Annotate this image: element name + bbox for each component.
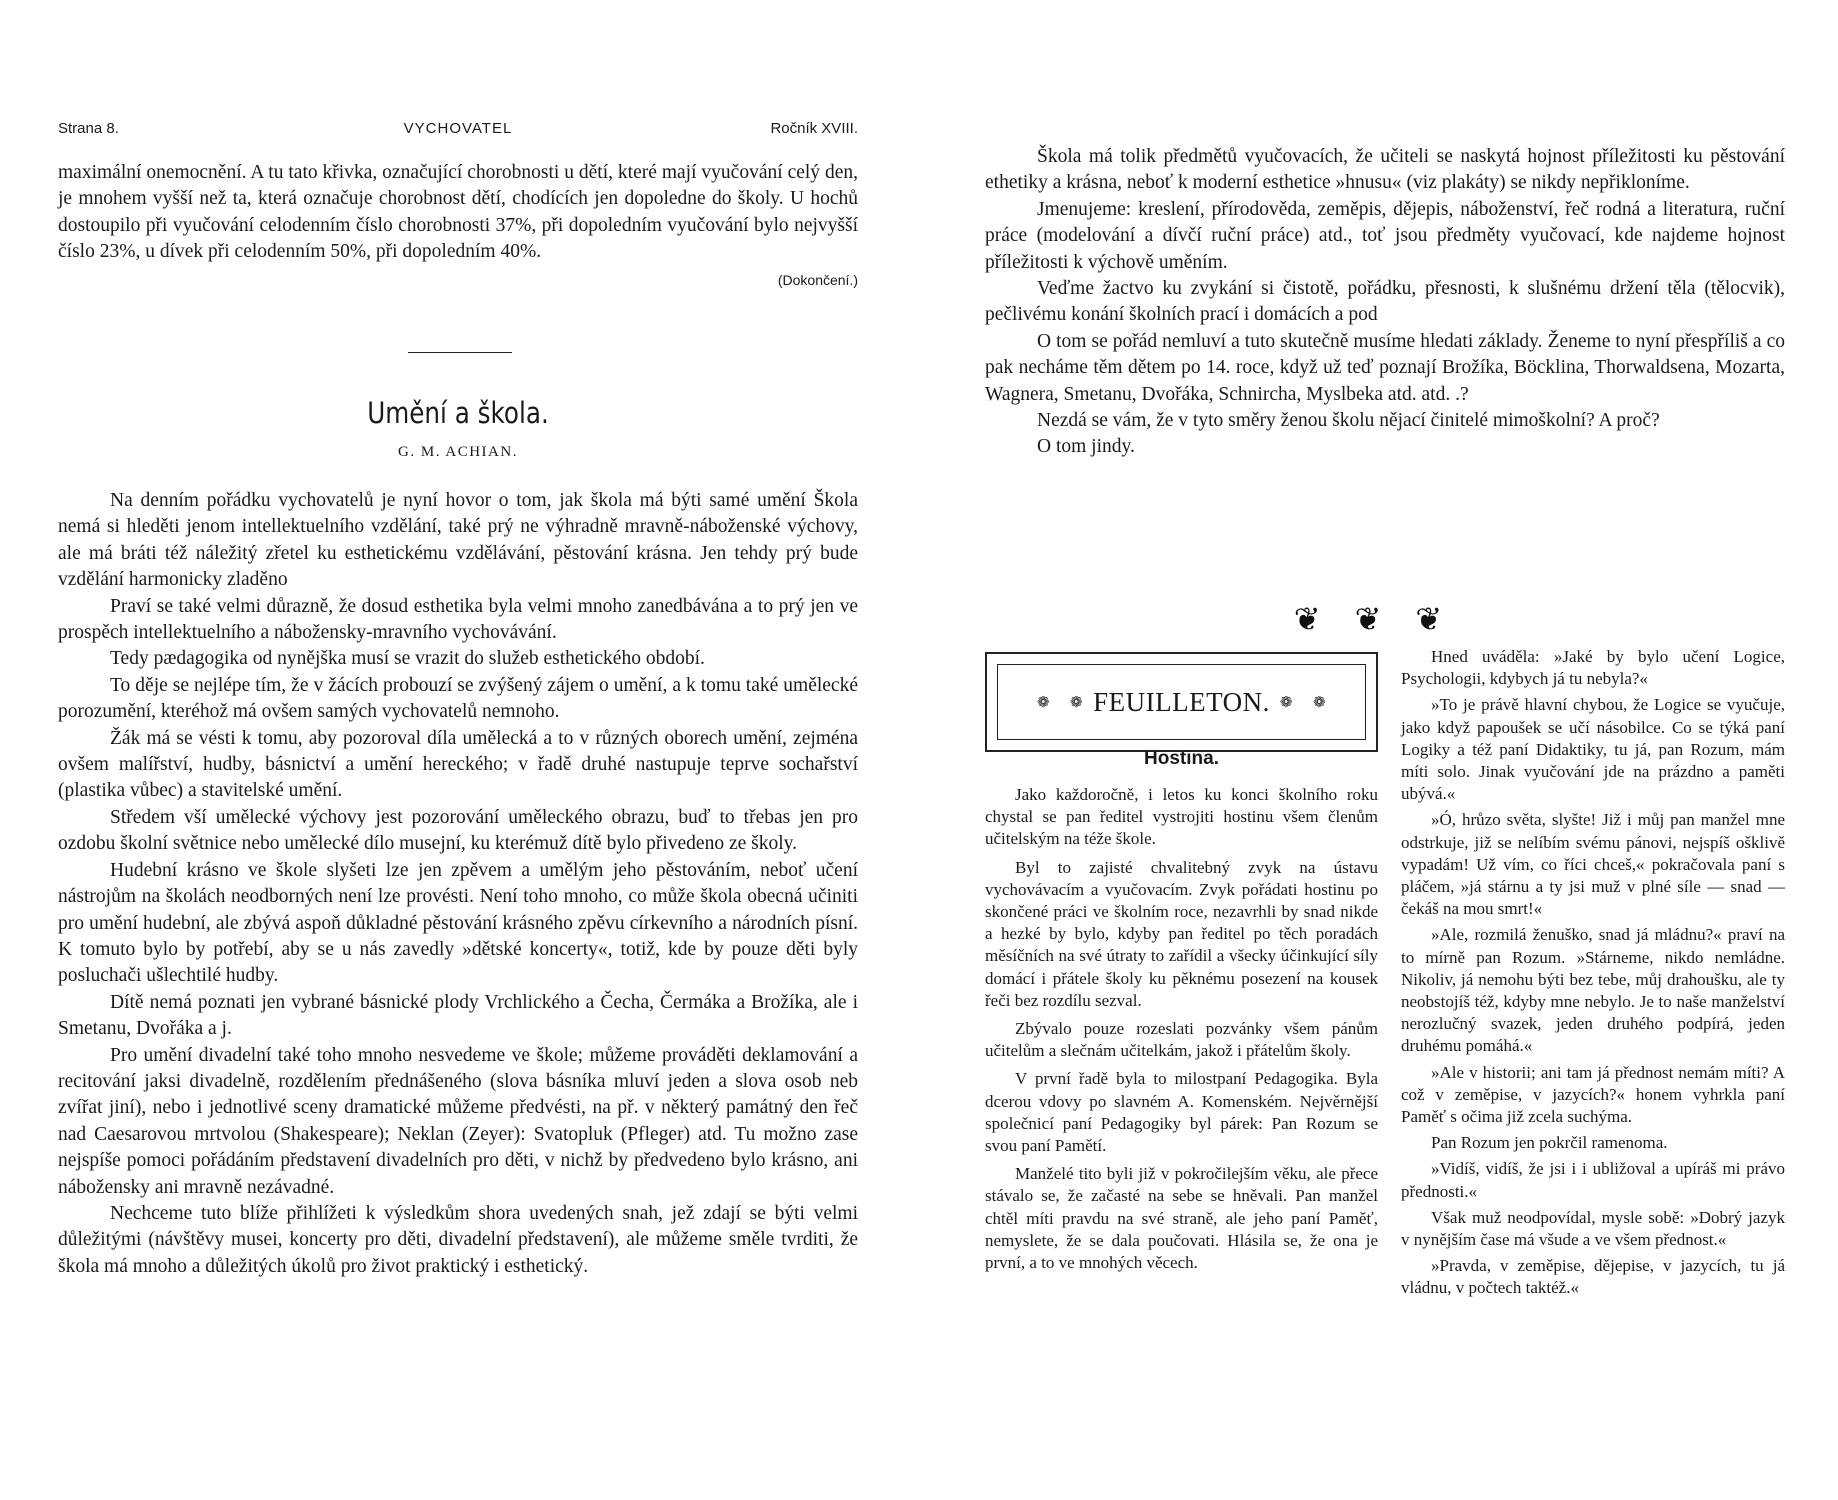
continuation-paragraph: maximální onemocnění. A tu tato křivka, označující chorobnosti u dětí, které mají vyučování celý den, je mnohem vyšší než ta, která označuje chorobnost dětí, chodících jen dopoledne do školy. U hochů dostoupilo při vyučování celodenním číslo chorobnosti 37%, při dopoledním vyučování bylo nejvyšší číslo 23%, u dívek při celodenním 50%, při dopoledním 40%.: [58, 162, 858, 263]
article-paragraph: Škola má tolik předmětů vyučovacích, že učiteli se naskytá hojnost příležitosti ku pěstování ethetiky a krásna, neboť k moderní esthetice »hnusu« (viz plakáty) se nikdy nepřikloníme.: [985, 146, 1785, 194]
article-paragraph: To děje se nejlépe tím, že v žácích probouzí se zvýšený zájem o umění, a k tomu také umělecké porozumění, kteréhož má ovšem samých vychovatelů nemnoho.: [58, 674, 858, 723]
article-paragraph: Hudební krásno ve škole slyšeti lze jen zpěvem a umělým jeho pěstováním, neboť učení nástrojům na školách neodborných není lze provésti. Není toho mnoho, co může škola obecná učiniti pro umění hudební, ale zbývá aspoň důkladné pěstování krásného zpěvu církevního a národních písní. K tomuto bylo by potřebí, aby se u nás zavedly »dětské koncerty«, totiž, kde by pouze děti byly posluchači ušlechtilé hudby.: [58, 859, 858, 987]
story-title: Hostina.: [1144, 748, 1219, 769]
feuilleton-header-box: [985, 652, 1378, 752]
feuilleton-column-right: [1401, 646, 1785, 1304]
article-paragraph: Nezdá se vám, že v tyto směry ženou školu nějací činitelé mimoškolní? A proč?: [1037, 410, 1660, 432]
story-paragraph: Zbývalo pouze rozeslati pozvánky všem pánům učitelům a slečnám učitelkám, jakož i přátelům školy.: [985, 1019, 1378, 1061]
end-note: (Dokončení.): [777, 271, 858, 288]
article-paragraph: Veďme žactvo ku zvykání si čistotě, pořádku, přesnosti, k slušnému držení těla (tělocvik), pečlivému konání školních prací i domácích a pod: [985, 278, 1785, 326]
ornament-icon: ❁: [1312, 694, 1327, 711]
section-divider: [408, 352, 512, 353]
story-paragraph: V první řadě byla to milostpaní Pedagogika. Byla dcerou vdovy po slavném A. Komenském. Nejvěrnější společnicí paní Pedagogiky byl párek: Pan Rozum se svou paní Pamětí.: [985, 1069, 1378, 1156]
article-paragraph-continued: Nechceme tuto blíže přihlížeti k výsledkům shora uvedených snah, jež zdají se býti velmi důležitými (návštěvy musei, koncerty pro děti, divadelní představení), ale můžeme směle tvrditi, že škola má mnoho a důležitých úkolů pro život praktický i esthetický.: [58, 1202, 858, 1277]
story-paragraph: »Ale, rozmilá ženuško, snad já mládnu?« praví na to mírně pan Rozum. »Stárneme, nikdo nemládne. Nikoliv, já nemohu býti bez tebe, můj drahoušku, ale ty neobstojíš též, kdyby mne nebylo. Je to naše manželství nerozlučný svazek, jeden druhého podpírá, jeden druhému pomáhá.«: [1401, 925, 1785, 1056]
story-paragraph: Však muž neodpovídal, mysle sobě: »Dobrý jazyk v nynějším čase má všude a ve všem přednost.«: [1401, 1207, 1785, 1250]
article-paragraph: Tedy pædagogika od nynějška musí se vrazit do služeb esthetického období.: [110, 648, 705, 670]
leaf-ornament-icon: ❦❦❦: [1293, 601, 1477, 637]
feuilleton-label: FEUILLETON.: [1093, 686, 1270, 717]
article-paragraph: Žák má se vésti k tomu, aby pozoroval díla umělecká a to v různých oborech umění, zejména ovšem malířství, hudby, básnictví a umění hereckého; v řadě druhé nastupuje teprve sochařství (plastika vůbec) a stavitelské umění.: [58, 727, 858, 802]
running-head: [58, 120, 858, 144]
story-paragraph: Byl to zajisté chvalitebný zvyk na ústavu vychovávacím a vyučovacím. Zvyk pořádati hostinu po skončené práci ve školním roce, nezavrhli by snad nikde a hezké by bylo, kdyby pan ředitel po těch poradách měsíčních na své útraty to zařídil a všecky účinkující síly domácí i přátele školy ku pěknému posezení na kousek řeči bez rozdílu sezval.: [985, 857, 1378, 1010]
article-paragraph: Pro umění divadelní také toho mnoho nesvedeme ve škole; můžeme prováděti deklamování a recitování jaksi divadelně, rozdělením přednášeného (slova básníka mluví jeden a slova osob neb zvířat jiní), nebo i jednotlivé sceny dramatické můžeme předvésti, na př. v některý památný den řeč nad Caesarovou mrtvolou (Shakespeare); Neklan (Zeyer): Svatopluk (Pfleger) atd. Tu možno zase nejspíše pomoci pořádáním představení divadelních pro děti, v nichž by předvedeno bylo krásno, ani nábožensky ani mravně nezávadné.: [58, 1044, 858, 1198]
article-paragraph: Středem vší umělecké výchovy jest pozorování uměleckého obrazu, buď to třebas jen pro ozdobu školní světnice nebo umělecké dílo musejní, ku kterémuž dítě bylo přivedeno ze školy.: [58, 806, 858, 855]
ornament-icon: ❁: [1036, 694, 1051, 711]
continuation-block: [58, 160, 858, 288]
story-paragraph: »Pravda, v zeměpise, dějepise, v jazycích, tu já vládnu, v počtech taktéž.«: [1401, 1256, 1785, 1298]
story-paragraph: Hned uváděla: »Jaké by bylo učení Logice, Psychologii, kdybych já tu nebyla?«: [1401, 647, 1785, 689]
journal-title: VYCHOVATEL: [403, 120, 513, 137]
volume-label: Ročník XVIII.: [770, 120, 858, 137]
article-body: [58, 488, 858, 1280]
article-author: G. M. ACHIAN.: [398, 444, 518, 460]
article-paragraph: Na denním pořádku vychovatelů je nyní hovor o tom, jak škola má býti samé umění Škola nemá si hleděti jenom intellektuelního vzdělání, také prý ne výhradně mravně-náboženské výchovy, ale má bráti též náležitý zřetel ku esthetickému vzdělávání, pěstování krásna. Jen tehdy prý bude vzdělání harmonicky zladěno: [58, 490, 858, 591]
story-paragraph: »Ale v historii; ani tam já přednost nemám míti? A což v zeměpise, v jazycích?« honem vyhrkla paní Paměť s očima již zcela suchýma.: [1401, 1062, 1785, 1127]
story-paragraph: »Ó, hrůzo světa, slyšte! Již i můj pan manžel mne odstrkuje, již se nelíbím svému pánovi, nejspíš ošklivě vypadám! Už vím, co říci chceš,« pokračovala paní s pláčem, »já stárnu a ty jsi muž v plné síle — snad — čekáš na mou smrt!«: [1401, 810, 1785, 919]
article-paragraph: Dítě nemá poznati jen vybrané básnické plody Vrchlického a Čecha, Čermáka a Brožíka, ale i Smetanu, Dvořáka a j.: [58, 991, 858, 1040]
article-continuation: [985, 144, 1785, 461]
story-paragraph: Pan Rozum jen pokrčil ramenoma.: [1431, 1133, 1668, 1153]
story-paragraph: »Vidíš, vidíš, že jsi i i ubližoval a upíráš mi právo přednosti.«: [1401, 1159, 1785, 1201]
story-paragraph: Manželé tito byli již v pokročilejším věku, ale přece stávalo se, že začasté na sebe se hněvali. Pan manžel chtěl míti pravdu na své straně, ale jeho paní Paměť, nemyslete, že se dala poučovati. Hlásila se, že ona je první, a to ve mnohých věcech.: [985, 1164, 1378, 1273]
story-paragraph: »To je právě hlavní chybou, že Logice se vyučuje, jako když papoušek se učí násobilce. Co se týká paní Logiky a též paní Didaktiky, tu já, pan Rozum, mám míti solo. Jinak vyučování jde na prázdno a paměti ubývá.«: [1401, 695, 1785, 804]
ornament-icon: ❁: [1279, 694, 1293, 711]
feuilleton-header-inner: [997, 664, 1366, 740]
article-title: Umění a škola.: [367, 396, 549, 430]
article-paragraph: Jmenujeme: kreslení, přírodověda, zeměpis, dějepis, náboženství, řeč rodná a literatura, ruční práce (modelování a dívčí ruční práce) atd., toť jsou předměty vyučovací, kde najdeme hojnost příležitosti k výchově uměním.: [985, 198, 1785, 273]
article-paragraph: Praví se také velmi důrazně, že dosud esthetika byla velmi mnoho zanedbávána a to prý jen ve prospěch intellektuelního a nábožensky-mravního vychovávání.: [58, 595, 858, 644]
article-closing-line: O tom jindy.: [1037, 436, 1135, 458]
article-paragraph: O tom se pořád nemluví a tuto skutečně musíme hledati základy. Ženeme to nyní přespříliš a co pak necháme těm dětem po 14. roce, když už teď poznají Brožíka, Böcklina, Thorwaldsena, Mozarta, Wagnera, Smetanu, Dvořáka, Schnircha, Myslbeka atd. atd. .?: [985, 330, 1785, 405]
ornament-icon: ❁: [1070, 694, 1084, 711]
story-paragraph: Jako každoročně, i letos ku konci školního roku chystal se pan ředitel vystrojiti hostinu všem členům učitelským na téže škole.: [985, 785, 1378, 849]
page-number: Strana 8.: [58, 120, 119, 137]
feuilleton-column-left: [985, 748, 1378, 1280]
